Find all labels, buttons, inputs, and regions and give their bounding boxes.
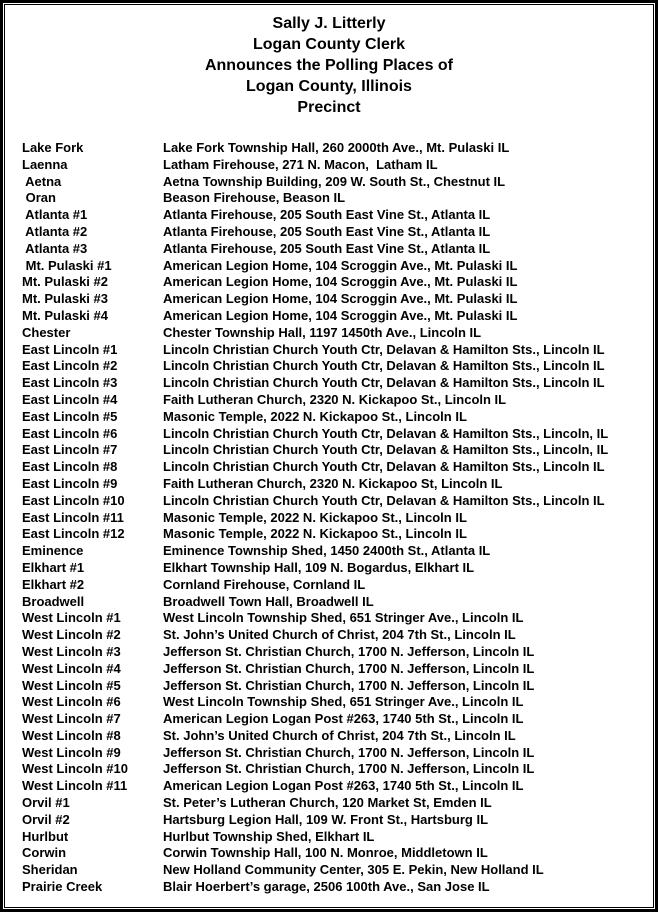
polling-location: American Legion Home, 104 Scroggin Ave., Mt. Pulaski IL — [163, 257, 518, 273]
precinct-name: West Lincoln #7 — [22, 711, 121, 727]
precinct-name: East Lincoln #3 — [22, 375, 118, 391]
table-row — [5, 426, 653, 443]
table-row — [5, 358, 653, 375]
polling-location: Eminence Township Shed, 1450 2400th St., Atlanta IL — [163, 543, 491, 559]
precinct-name: Corwin — [22, 845, 67, 861]
polling-location: Jefferson St. Christian Church, 1700 N. Jefferson, Lincoln IL — [163, 660, 535, 676]
precinct-name: West Lincoln #10 — [22, 761, 128, 777]
polling-location: Faith Lutheran Church, 2320 N. Kickapoo St, Lincoln IL — [163, 475, 503, 491]
precinct-name: West Lincoln #11 — [22, 778, 128, 794]
precinct-name: Hurlbut — [22, 828, 69, 844]
precinct-name: East Lincoln #4 — [22, 391, 118, 407]
table-row — [5, 761, 653, 778]
precinct-name: West Lincoln #8 — [22, 727, 121, 743]
polling-location: St. John’s United Church of Christ, 204 7th St., Lincoln IL — [163, 727, 516, 743]
table-row — [5, 610, 653, 627]
polling-location: St. Peter’s Lutheran Church, 120 Market St, Emden IL — [163, 795, 492, 811]
precinct-name: Mt. Pulaski #2 — [22, 274, 108, 290]
precinct-name: Eminence — [22, 543, 84, 559]
precinct-name: Orvil #2 — [22, 811, 70, 827]
precinct-name: West Lincoln #6 — [22, 694, 121, 710]
precinct-name: East Lincoln #6 — [22, 425, 118, 441]
polling-location: Jefferson St. Christian Church, 1700 N. Jefferson, Lincoln IL — [163, 643, 535, 659]
table-row — [5, 829, 653, 846]
precinct-name: East Lincoln #2 — [22, 358, 118, 374]
table-row — [5, 442, 653, 459]
polling-location: Blair Hoerbert’s garage, 2506 100th Ave., San Jose IL — [163, 879, 490, 895]
precinct-name: Chester — [22, 324, 71, 340]
polling-location: Aetna Township Building, 209 W. South St., Chestnut IL — [163, 173, 506, 189]
table-row — [5, 392, 653, 409]
table-row — [5, 291, 653, 308]
table-row — [5, 476, 653, 493]
polling-location: Broadwell Town Hall, Broadwell IL — [163, 593, 374, 609]
table-row — [5, 678, 653, 695]
polling-location: Latham Firehouse, 271 N. Macon, Latham IL — [163, 156, 438, 172]
polling-location: St. John’s United Church of Christ, 204 7th St., Lincoln IL — [163, 627, 516, 643]
polling-location: Masonic Temple, 2022 N. Kickapoo St., Lincoln IL — [163, 408, 467, 424]
table-row — [5, 879, 653, 896]
precinct-name: Atlanta #2 — [22, 223, 88, 239]
announcement-line: Announces the Polling Places of — [204, 57, 454, 74]
polling-location: American Legion Logan Post #263, 1740 5th St., Lincoln IL — [163, 778, 524, 794]
table-row — [5, 308, 653, 325]
precinct-name: West Lincoln #3 — [22, 643, 121, 659]
precinct-name: Mt. Pulaski #3 — [22, 291, 108, 307]
precinct-name: Atlanta #3 — [22, 240, 88, 256]
polling-location: Hurlbut Township Shed, Elkhart IL — [163, 828, 375, 844]
polling-location: American Legion Logan Post #263, 1740 5th St., Lincoln IL — [163, 711, 524, 727]
table-row — [5, 258, 653, 275]
polling-location: West Lincoln Township Shed, 651 Stringer Ave., Lincoln IL — [163, 610, 524, 626]
table-row — [5, 342, 653, 359]
precinct-name: Oran — [22, 190, 56, 206]
polling-location: Atlanta Firehouse, 205 South East Vine St., Atlanta IL — [163, 223, 491, 239]
table-row — [5, 140, 653, 157]
table-row — [5, 795, 653, 812]
clerk-title: Logan County Clerk — [252, 36, 405, 53]
polling-location: American Legion Home, 104 Scroggin Ave., Mt. Pulaski IL — [163, 291, 518, 307]
table-row — [5, 694, 653, 711]
precinct-name: West Lincoln #4 — [22, 660, 121, 676]
table-row — [5, 845, 653, 862]
table-row — [5, 812, 653, 829]
precinct-name: Orvil #1 — [22, 795, 70, 811]
table-row — [5, 577, 653, 594]
precinct-name: West Lincoln #1 — [22, 610, 121, 626]
polling-location: Beason Firehouse, Beason IL — [163, 190, 346, 206]
precinct-name: Lake Fork — [22, 140, 84, 155]
polling-location: American Legion Home, 104 Scroggin Ave., Mt. Pulaski IL — [163, 274, 518, 290]
polling-location: American Legion Home, 104 Scroggin Ave., Mt. Pulaski IL — [163, 307, 518, 323]
polling-location: Lincoln Christian Church Youth Ctr, Delavan & Hamilton Sts., Lincoln IL — [163, 341, 605, 357]
polling-location: Elkhart Township Hall, 109 N. Bogardus, Elkhart IL — [163, 559, 475, 575]
polling-location: Lincoln Christian Church Youth Ctr, Delavan & Hamilton Sts., Lincoln IL — [163, 492, 605, 508]
table-row — [5, 459, 653, 476]
precinct-name: West Lincoln #2 — [22, 627, 121, 643]
precinct-name: Sheridan — [22, 862, 78, 878]
polling-location: Lincoln Christian Church Youth Ctr, Delavan & Hamilton Sts., Lincoln IL — [163, 358, 605, 374]
table-row — [5, 325, 653, 342]
polling-location: Masonic Temple, 2022 N. Kickapoo St., Lincoln IL — [163, 509, 467, 525]
precinct-name: East Lincoln #10 — [22, 492, 125, 508]
polling-location: Faith Lutheran Church, 2320 N. Kickapoo St., Lincoln IL — [163, 391, 507, 407]
polling-location: Chester Township Hall, 1197 1450th Ave., Lincoln IL — [163, 324, 482, 340]
precinct-name: East Lincoln #12 — [22, 526, 125, 542]
polling-location: Atlanta Firehouse, 205 South East Vine St., Atlanta IL — [163, 207, 491, 223]
table-row — [5, 661, 653, 678]
precinct-name: Broadwell — [22, 593, 85, 609]
precinct-name: East Lincoln #7 — [22, 442, 118, 458]
table-row — [5, 862, 653, 879]
doc-header — [5, 13, 653, 118]
table-row — [5, 409, 653, 426]
table-row — [5, 711, 653, 728]
polling-location: Lincoln Christian Church Youth Ctr, Delavan & Hamilton Sts., Lincoln, IL — [163, 442, 609, 458]
table-row — [5, 274, 653, 291]
precinct-name: Elkhart #1 — [22, 559, 85, 575]
precinct-name: Prairie Creek — [22, 879, 103, 895]
table-row — [5, 594, 653, 611]
precinct-name: Mt. Pulaski #4 — [22, 307, 108, 323]
table-row — [5, 778, 653, 795]
precinct-name: Aetna — [22, 173, 62, 189]
precinct-name: East Lincoln #9 — [22, 475, 118, 491]
precinct-name: East Lincoln #8 — [22, 459, 118, 475]
polling-location: Cornland Firehouse, Cornland IL — [163, 576, 366, 592]
precinct-column-header: Precinct — [297, 99, 361, 116]
polling-location: West Lincoln Township Shed, 651 Stringer Ave., Lincoln IL — [163, 694, 524, 710]
polling-location: Corwin Township Hall, 100 N. Monroe, Middletown IL — [163, 845, 488, 861]
table-row — [5, 510, 653, 527]
precinct-name: East Lincoln #11 — [22, 509, 124, 525]
precinct-name: West Lincoln #9 — [22, 744, 121, 760]
precinct-name: West Lincoln #5 — [22, 677, 121, 693]
table-row — [5, 157, 653, 174]
polling-location: Lincoln Christian Church Youth Ctr, Delavan & Hamilton Sts., Lincoln IL — [163, 459, 605, 475]
polling-location: Masonic Temple, 2022 N. Kickapoo St., Lincoln IL — [163, 526, 467, 542]
table-row — [5, 241, 653, 258]
polling-location: Atlanta Firehouse, 205 South East Vine St., Atlanta IL — [163, 240, 491, 256]
table-row — [5, 207, 653, 224]
precinct-name: Atlanta #1 — [22, 207, 88, 223]
table-row — [5, 644, 653, 661]
precinct-table — [5, 140, 653, 896]
table-row — [5, 627, 653, 644]
clerk-name: Sally J. Litterly — [272, 15, 386, 32]
table-row — [5, 174, 653, 191]
polling-location: Lincoln Christian Church Youth Ctr, Delavan & Hamilton Sts., Lincoln IL — [163, 375, 605, 391]
polling-location: New Holland Community Center, 305 E. Pekin, New Holland IL — [163, 862, 544, 878]
polling-location: Hartsburg Legion Hall, 109 W. Front St., Hartsburg IL — [163, 811, 489, 827]
table-row — [5, 543, 653, 560]
table-row — [5, 526, 653, 543]
polling-location: Jefferson St. Christian Church, 1700 N. Jefferson, Lincoln IL — [163, 744, 535, 760]
table-row — [5, 728, 653, 745]
polling-location: Jefferson St. Christian Church, 1700 N. Jefferson, Lincoln IL — [163, 677, 535, 693]
precinct-name: Mt. Pulaski #1 — [22, 257, 112, 273]
polling-location: Lake Fork Township Hall, 260 2000th Ave., Mt. Pulaski IL — [163, 140, 510, 155]
table-row — [5, 224, 653, 241]
precinct-name: East Lincoln #1 — [22, 341, 118, 357]
table-row — [5, 745, 653, 762]
notice-border — [4, 4, 654, 908]
precinct-name: Elkhart #2 — [22, 576, 85, 592]
polling-location: Jefferson St. Christian Church, 1700 N. Jefferson, Lincoln IL — [163, 761, 535, 777]
precinct-name: Laenna — [22, 156, 68, 172]
county-line: Logan County, Illinois — [246, 78, 412, 95]
table-row — [5, 375, 653, 392]
polling-location: Lincoln Christian Church Youth Ctr, Delavan & Hamilton Sts., Lincoln, IL — [163, 425, 609, 441]
table-row — [5, 190, 653, 207]
precinct-name: East Lincoln #5 — [22, 408, 118, 424]
table-row — [5, 560, 653, 577]
table-row — [5, 493, 653, 510]
